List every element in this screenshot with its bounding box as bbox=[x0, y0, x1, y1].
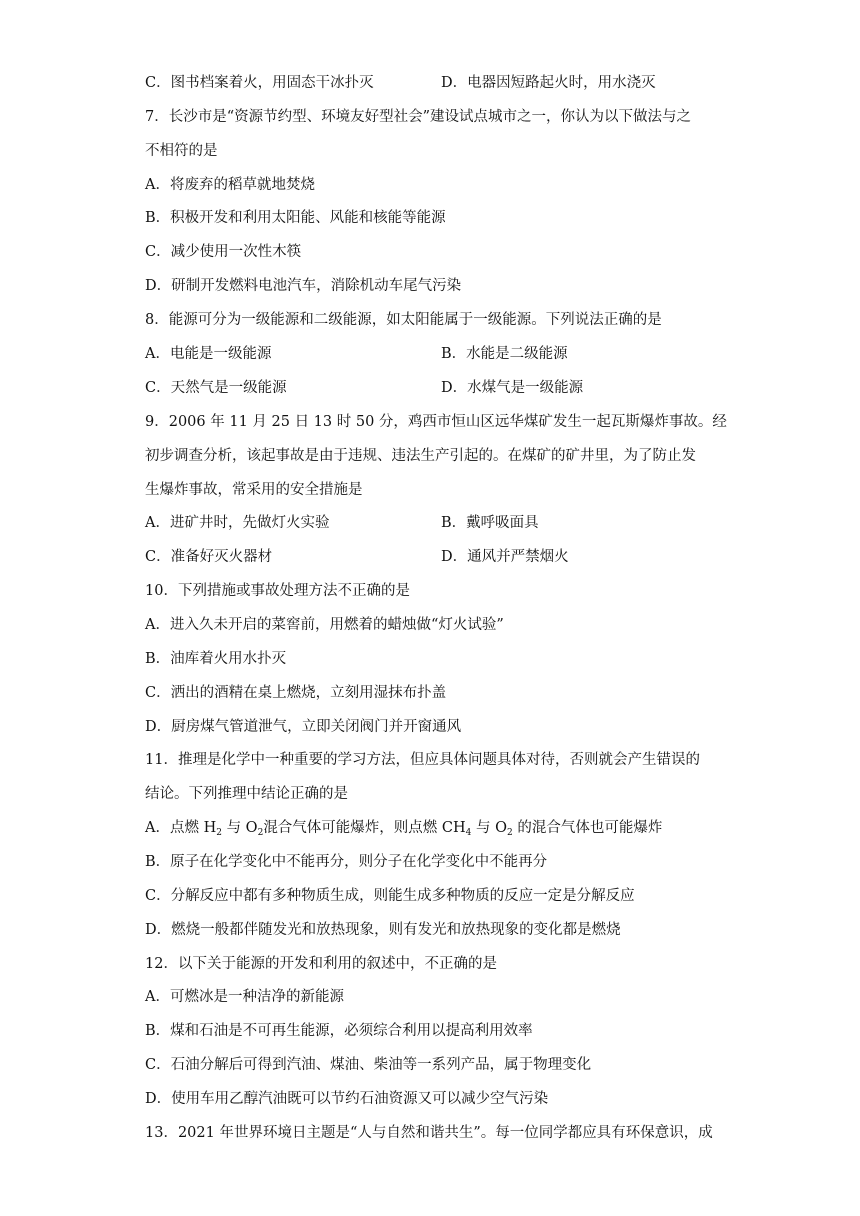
q8-option-d: D．水煤气是一级能源 bbox=[441, 380, 584, 396]
q10-stem: 10．下列措施或事故处理方法不正确的是 bbox=[145, 583, 410, 599]
q11-option-d: D．燃烧一般都伴随发光和放热现象，则有发光和放热现象的变化都是燃烧 bbox=[145, 922, 621, 938]
q10-option-b: B．油库着火用水扑灭 bbox=[145, 651, 287, 667]
q12-option-a: A．可燃冰是一种洁净的新能源 bbox=[145, 989, 344, 1005]
q8-option-a: A．电能是一级能源 bbox=[145, 346, 272, 362]
q8-option-b: B．水能是二级能源 bbox=[441, 346, 568, 362]
q13-stem-line1: 13．2021 年世界环境日主题是“人与自然和谐共生”。每一位同学都应具有环保意识，成 bbox=[145, 1125, 713, 1141]
q9-stem-line3: 生爆炸事故，常采用的安全措施是 bbox=[145, 482, 363, 498]
q6-option-c: C．图书档案着火，用固态干冰扑灭 bbox=[145, 75, 374, 91]
q10-option-c: C．洒出的酒精在桌上燃烧，立刻用湿抹布扑盖 bbox=[145, 685, 447, 701]
q8-stem: 8．能源可分为一级能源和二级能源，如太阳能属于一级能源。下列说法正确的是 bbox=[145, 312, 662, 328]
q6-option-d: D．电器因短路起火时，用水浇灭 bbox=[441, 75, 656, 91]
q9-option-d: D．通风并严禁烟火 bbox=[441, 549, 569, 565]
q9-option-b: B．戴呼吸面具 bbox=[441, 515, 539, 531]
q12-option-d: D．使用车用乙醇汽油既可以节约石油资源又可以减少空气污染 bbox=[145, 1091, 549, 1107]
q12-stem: 12．以下关于能源的开发和利用的叙述中，不正确的是 bbox=[145, 956, 497, 972]
q7-option-a: A．将废弃的稻草就地焚烧 bbox=[145, 177, 315, 193]
q9-option-a: A．进矿井时，先做灯火实验 bbox=[145, 515, 330, 531]
q7-option-b: B．积极开发和利用太阳能、风能和核能等能源 bbox=[145, 210, 446, 226]
q7-option-c: C．减少使用一次性木筷 bbox=[145, 244, 302, 260]
q11-stem-line2: 结论。下列推理中结论正确的是 bbox=[145, 786, 348, 802]
q9-stem-line2: 初步调查分析，该起事故是由于违规、违法生产引起的。在煤矿的矿井里，为了防止发 bbox=[145, 448, 696, 464]
q7-stem-line2: 不相符的是 bbox=[145, 143, 218, 159]
q8-option-c: C．天然气是一级能源 bbox=[145, 380, 287, 396]
q7-option-d: D．研制开发燃料电池汽车，消除机动车尾气污染 bbox=[145, 278, 462, 294]
q12-option-c: C．石油分解后可得到汽油、煤油、柴油等一系列产品，属于物理变化 bbox=[145, 1057, 592, 1073]
q11-stem-line1: 11．推理是化学中一种重要的学习方法，但应具体问题具体对待，否则就会产生错误的 bbox=[145, 752, 700, 768]
q12-option-b: B．煤和石油是不可再生能源，必须综合利用以提高利用效率 bbox=[145, 1023, 533, 1039]
q7-stem-line1: 7．长沙市是“资源节约型、环境友好型社会”建设试点城市之一，你认为以下做法与之 bbox=[145, 109, 692, 125]
q9-option-c: C．准备好灭火器材 bbox=[145, 549, 273, 565]
q9-stem-line1: 9．2006 年 11 月 25 日 13 时 50 分，鸡西市恒山区远华煤矿发生一起瓦斯爆炸事故。经 bbox=[145, 414, 727, 430]
q11-option-a: A．点燃 $H_2$ 与 $O_2$混合气体可能爆炸，则点燃 $CH_4$ 与 $O_2$ 的混合气体也可能爆炸 bbox=[145, 820, 663, 838]
q11-option-b: B．原子在化学变化中不能再分，则分子在化学变化中不能再分 bbox=[145, 854, 548, 870]
q11-option-c: C．分解反应中都有多种物质生成，则能生成多种物质的反应一定是分解反应 bbox=[145, 888, 635, 904]
q10-option-a: A．进入久未开启的菜窖前，用燃着的蜡烛做“灯火试验” bbox=[145, 617, 504, 633]
q10-option-d: D．厨房煤气管道泄气，立即关闭阀门并开窗通风 bbox=[145, 719, 462, 735]
